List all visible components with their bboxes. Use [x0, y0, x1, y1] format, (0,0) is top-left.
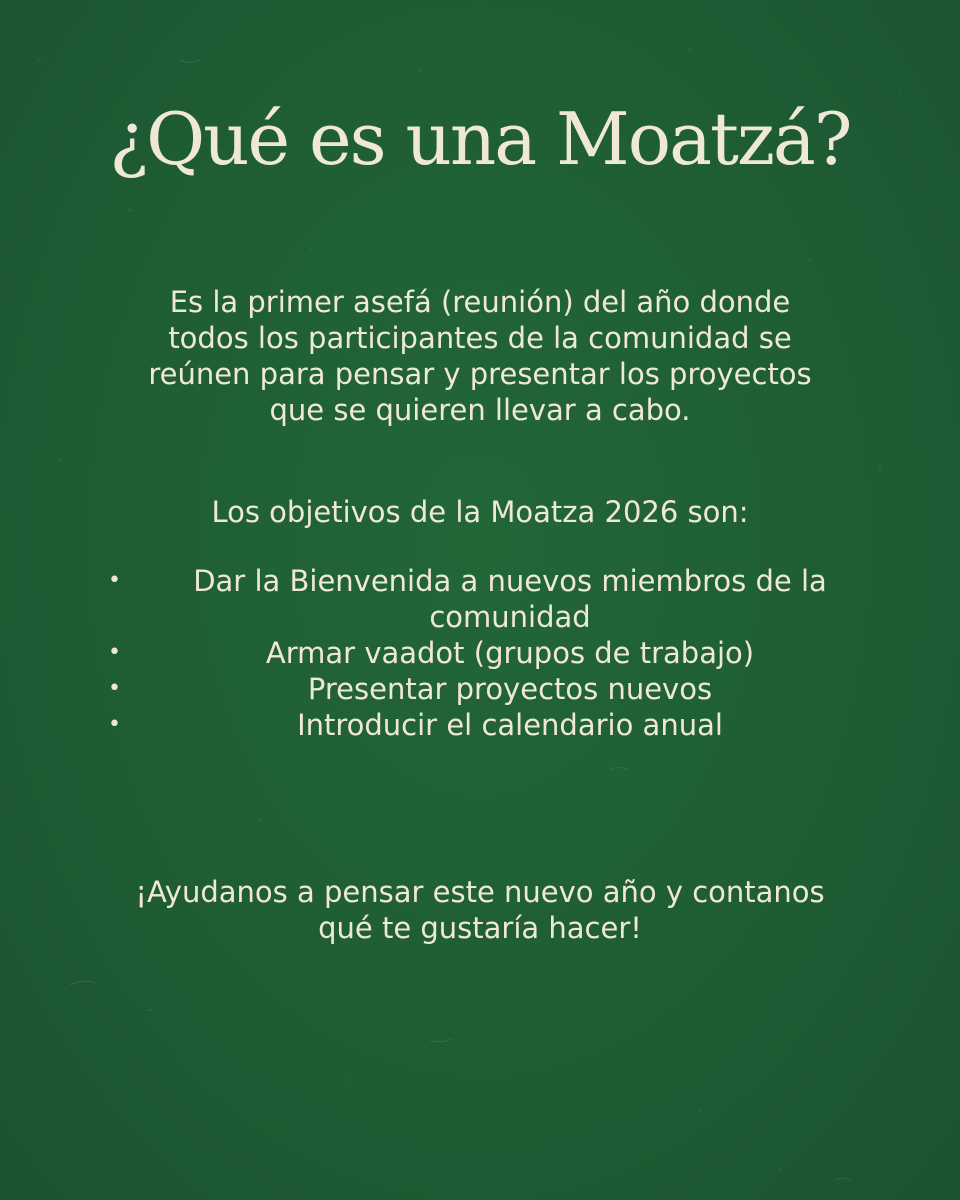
list-item-label: Dar la Bienvenida a nuevos miembros de la comunidad [193, 564, 827, 634]
bullet-icon: • [108, 712, 121, 737]
closing-line: qué te gustaría hacer! [318, 911, 642, 945]
intro-line: todos los participantes de la comunidad se [168, 321, 792, 355]
list-item-label: Introducir el calendario anual [297, 708, 723, 742]
bullet-icon: • [108, 640, 121, 665]
objectives-list [100, 563, 880, 743]
list-item-label: Presentar proyectos nuevos [307, 672, 713, 706]
objectives-heading: Los objetivos de la Moatza 2026 son: [211, 495, 749, 529]
list-item [100, 671, 880, 707]
page-title: ¿Qué es una Moatzá? [109, 97, 851, 181]
list-item-label: Armar vaadot (grupos de trabajo) [265, 636, 755, 670]
intro-line: Es la primer asefá (reunión) del año donde [169, 285, 791, 319]
intro-line: reúnen para pensar y presentar los proyectos [148, 357, 812, 391]
bullet-icon: • [108, 568, 121, 593]
closing-line: ¡Ayudanos a pensar este nuevo año y contanos [135, 875, 825, 909]
list-item [100, 563, 880, 635]
intro-line: que se quieren llevar a cabo. [269, 393, 691, 427]
closing-message [60, 874, 900, 946]
list-item [100, 707, 880, 743]
bullet-icon: • [108, 676, 121, 701]
intro-paragraph [80, 284, 880, 428]
list-item [100, 635, 880, 671]
